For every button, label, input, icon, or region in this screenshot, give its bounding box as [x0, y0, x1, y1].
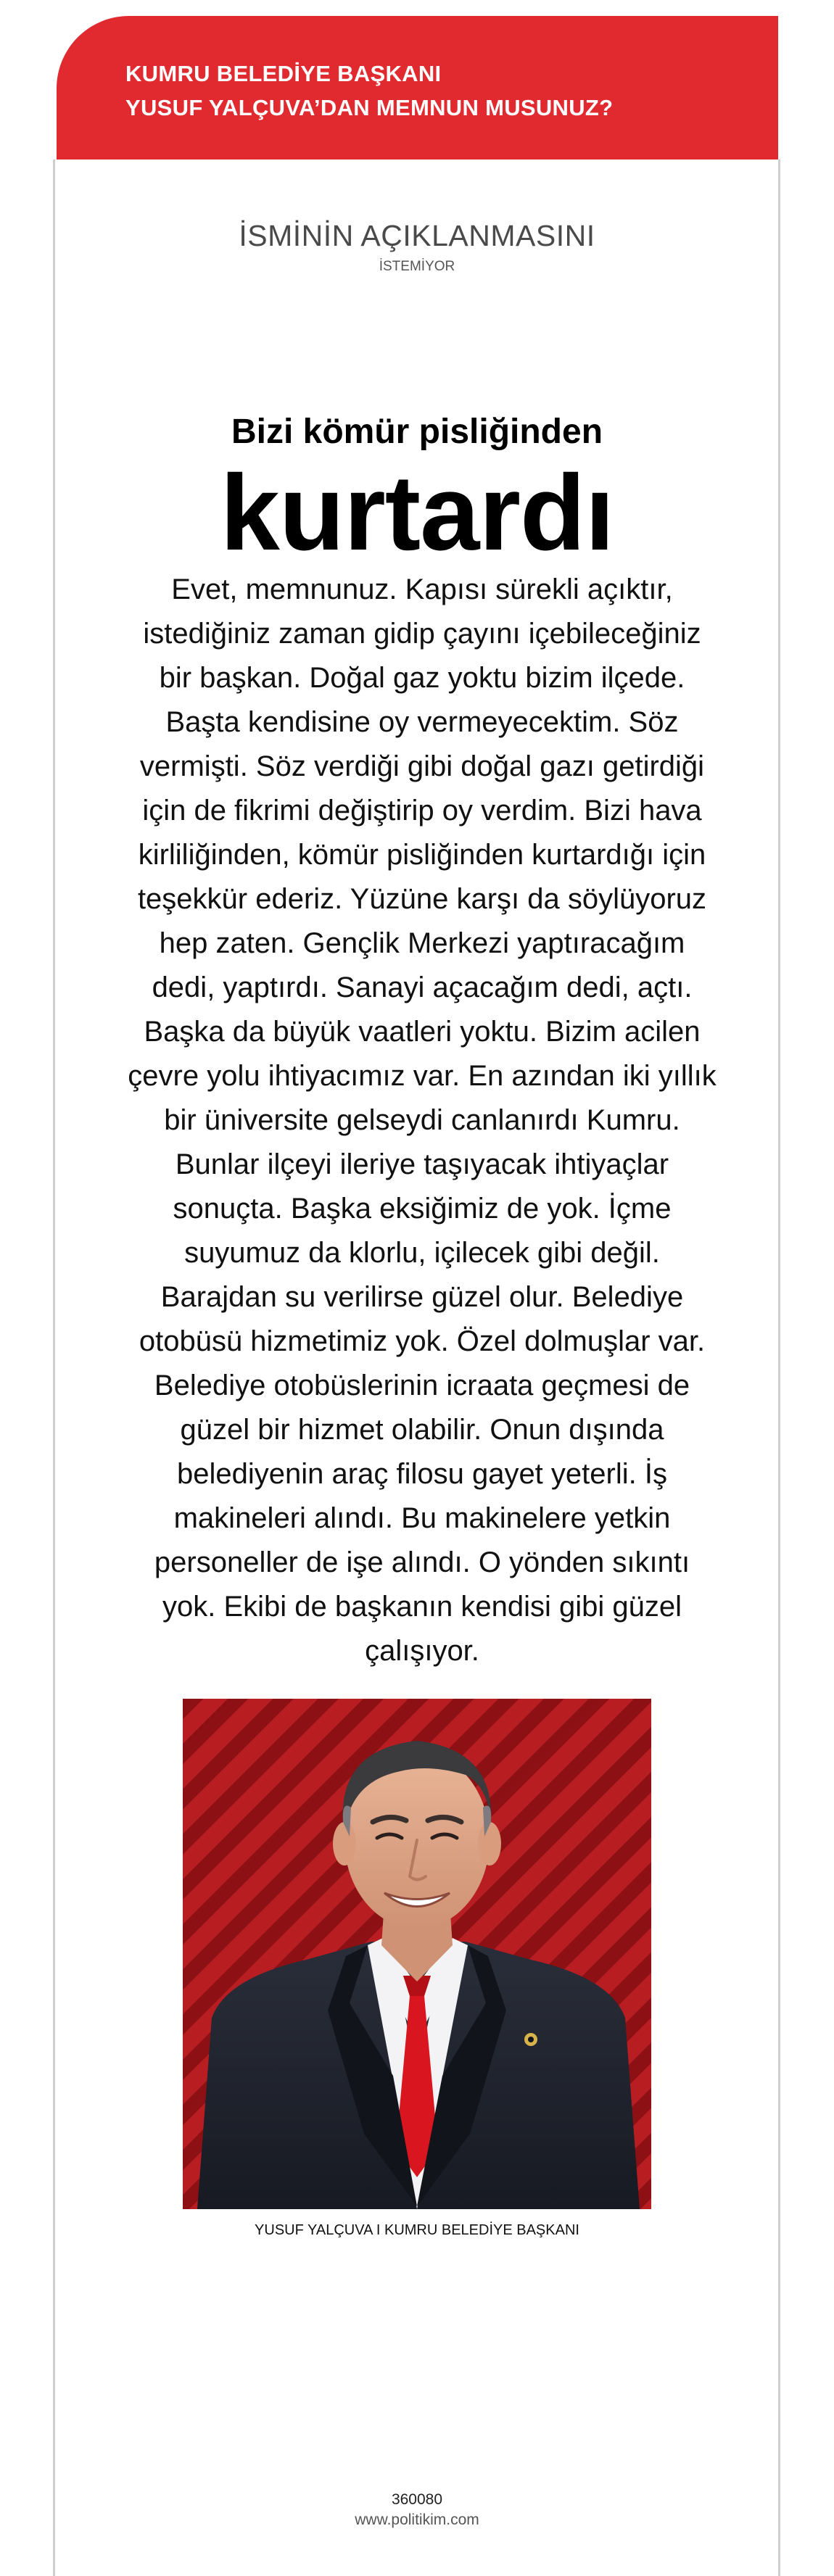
respondent-label: İSMİNİN AÇIKLANMASINI [239, 219, 595, 252]
footer-number: 360080 [391, 2491, 443, 2508]
respondent-sublabel: İSTEMİYOR [379, 259, 455, 274]
portrait-illustration [183, 1699, 651, 2209]
footer-url[interactable]: www.politikim.com [355, 2511, 479, 2528]
header-banner [57, 16, 778, 160]
article-body: Evet, memnunuz. Kapısı sürekli açıktır, istediğiniz zaman gidip çayını içebileceğiniz bir başkan. Doğal gaz yoktu bizim ilçede. Başta kendisine oy vermeyecektim. Söz vermişti. Söz verdiği gibi doğal gazı getirdiği için de fikrimi değiştirip oy verdim. Bizi hava kirliliğinden, kömür pisliğinden kurtardığı için teşekkür ederiz. Yüzüne karşı da söylüyoruz hep zaten. Gençlik Merkezi yaptıracağım dedi, yaptırdı. Sanayi açacağım dedi, açtı. Başka da büyük vaatleri yoktu. Bizim acilen çevre yolu ihtiyacımız var. En azından iki yıllık bir üniversite gelseydi canlanırdı Kumru. Bunlar ilçeyi ileriye taşıyacak ihtiyaçlar sonuçta. Başka eksiğimiz de yok. İçme suyumuz da klorlu, içilecek gibi değil. Barajdan su verilirse güzel olur. Belediye otobüsü hizmetimiz yok. Özel dolmuşlar var. Belediye otobüslerinin icraata geçmesi de güzel bir hizmet olabilir. Onun dışında belediyenin araç filosu gayet yeterli. İş makineleri alındı. Bu makinelere yetkin personeller de işe alındı. O yönden sıkıntı yok. Ekibi de başkanın kendisi gibi güzel çalışıyor. [128, 573, 717, 1667]
headline-small: Bizi kömür pisliğinden [231, 413, 603, 451]
header-line-2: YUSUF YALÇUVA’DAN MEMNUN MUSUNUZ? [125, 95, 614, 120]
photo-caption: YUSUF YALÇUVA I KUMRU BELEDİYE BAŞKANI [255, 2222, 579, 2238]
header-line-1: KUMRU BELEDİYE BAŞKANI [125, 61, 442, 86]
headline-big: kurtardı [220, 453, 614, 573]
mayor-photo [183, 1699, 651, 2209]
